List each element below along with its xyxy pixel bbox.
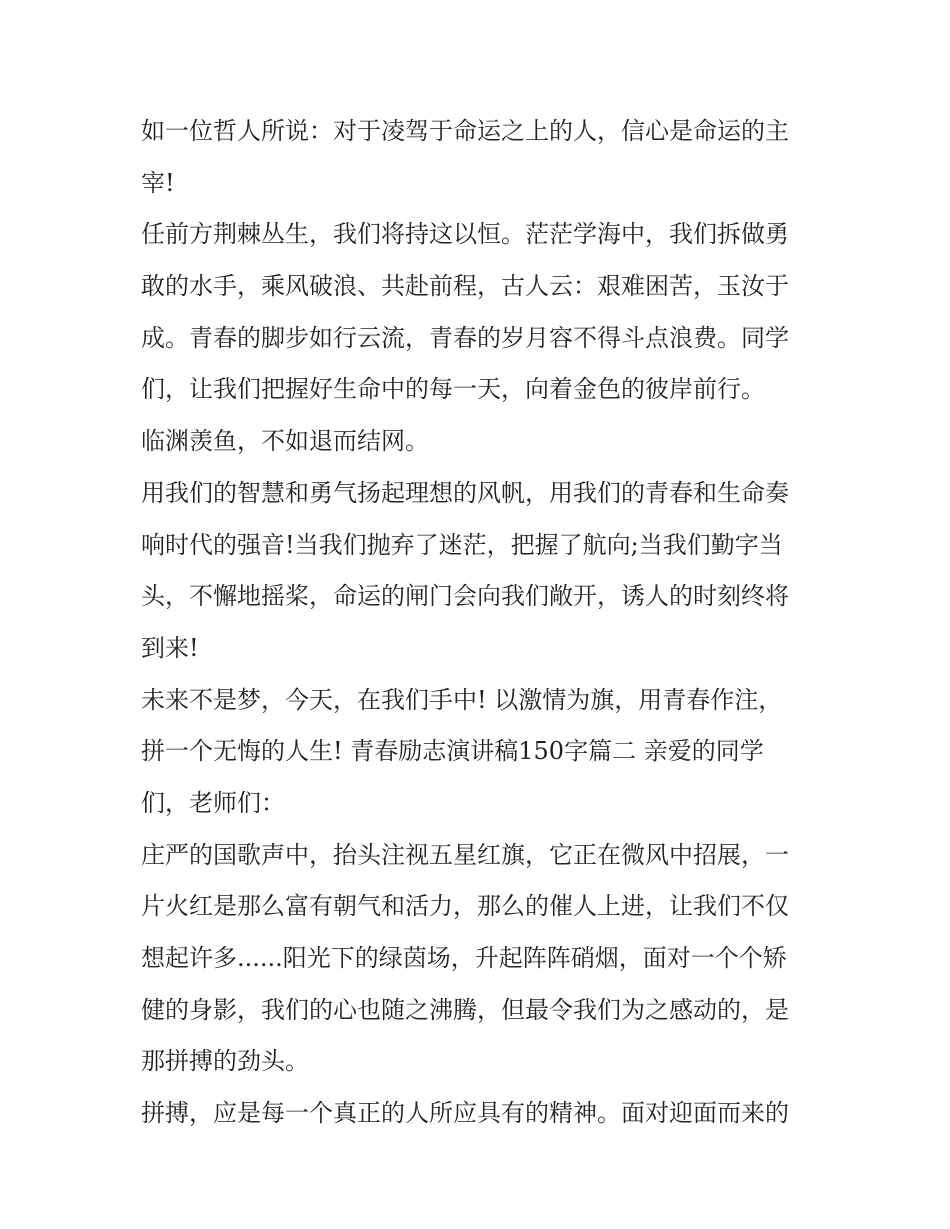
- text-line: 敢的水手，乘风破浪、共赴前程，古人云：艰难困苦，玉汝于: [141, 272, 789, 301]
- text-line: 拼搏，应是每一个真正的人所应具有的精神。面对迎面而来的: [141, 1099, 789, 1128]
- text-line: 们，让我们把握好生命中的每一天，向着金色的彼岸前行。: [141, 375, 765, 404]
- text-line: 庄严的国歌声中，抬头注视五星红旗，它正在微风中招展，一: [141, 840, 789, 869]
- text-line: 们，老师们：: [141, 788, 285, 817]
- text-line: 如一位哲人所说：对于凌驾于命运之上的人，信心是命运的主: [141, 117, 789, 145]
- text-line: 用我们的智慧和勇气扬起理想的风帆，用我们的青春和生命奏: [141, 478, 789, 507]
- document-body: [141, 106, 813, 1140]
- text-line: 拼一个无悔的人生! 青春励志演讲稿150字篇二 亲爱的同学: [141, 737, 764, 766]
- text-line: 宰!: [141, 168, 175, 197]
- text-line: 成。青春的脚步如行云流，青春的岁月容不得斗点浪费。同学: [141, 323, 789, 352]
- text-line: 未来不是梦，今天，在我们手中! 以激情为旗，用青春作注，: [141, 685, 783, 714]
- text-line: 想起许多......阳光下的绿茵场，升起阵阵硝烟，面对一个个矫: [141, 944, 787, 972]
- text-line: 响时代的强音!当我们抛弃了迷茫，把握了航向;当我们勤字当: [141, 530, 783, 559]
- text-line: 到来!: [141, 633, 199, 662]
- text-line: 那拼搏的劲头。: [141, 1047, 309, 1076]
- text-line: 任前方荆棘丛生，我们将持这以恒。茫茫学海中，我们拆做勇: [141, 220, 789, 249]
- text-line: 片火红是那么富有朝气和活力，那么的催人上进，让我们不仅: [141, 892, 789, 921]
- text-line: 临渊羡鱼，不如退而结网。: [141, 427, 429, 456]
- text-line: 头，不懈地摇桨，命运的闸门会向我们敞开，诱人的时刻终将: [141, 582, 789, 611]
- text-line: 健的身影，我们的心也随之沸腾，但最令我们为之感动的，是: [141, 995, 789, 1024]
